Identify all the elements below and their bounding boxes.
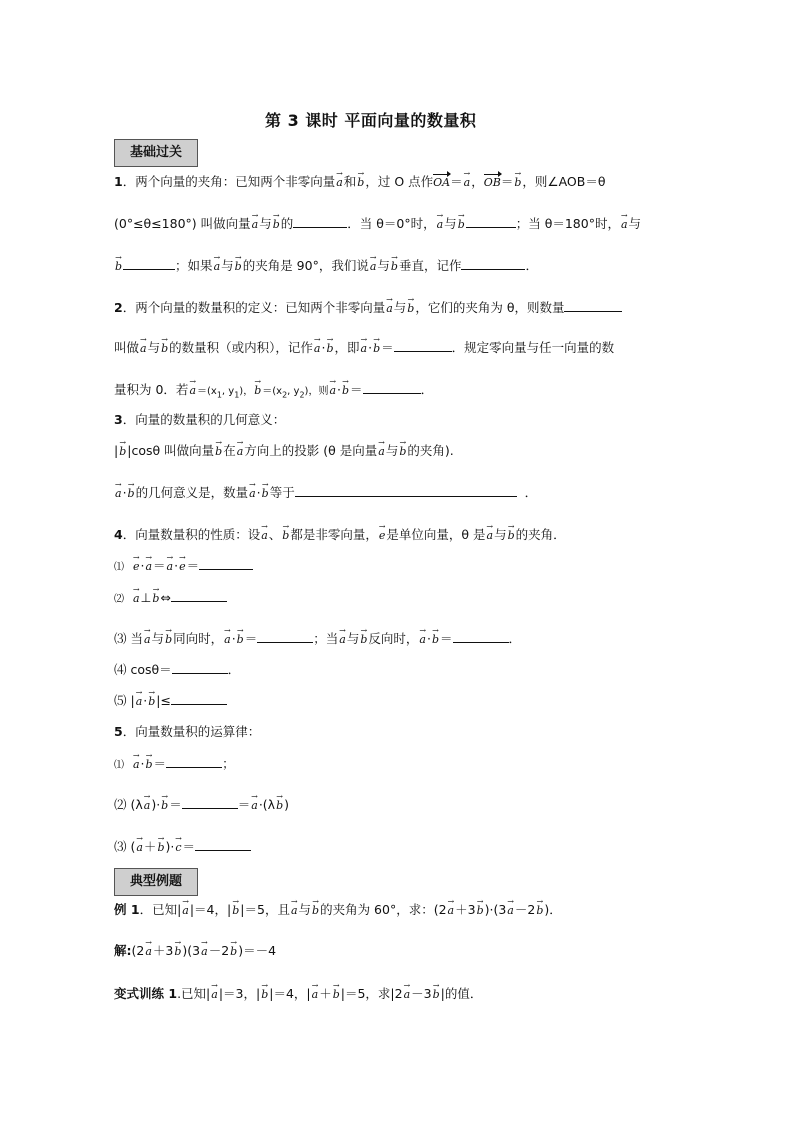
answer-blank[interactable]: [295, 485, 517, 497]
vector-a: → a: [132, 591, 141, 607]
q3-line3: [114, 485, 537, 502]
q3-text: |cosθ 叫做向量: [127, 443, 215, 458]
vector-a: → a: [436, 217, 445, 233]
example-text: |＝5，且: [240, 902, 290, 917]
q1-text: 的: [280, 216, 294, 231]
q4-text: ．: [227, 662, 241, 677]
q1-text: ，过 O 点作: [365, 174, 434, 189]
example-text: 与: [298, 902, 312, 917]
vector-a: → a: [248, 486, 257, 502]
variant-text: .已知|: [177, 986, 211, 1001]
q1-text: ．当 θ＝0°时，: [347, 216, 436, 231]
q2-text: , y: [221, 386, 235, 397]
q1-text: ．: [525, 258, 538, 273]
vector-a: → a: [143, 798, 152, 814]
vector-b: → b: [147, 694, 156, 710]
solution-text: )＝－4: [238, 943, 277, 958]
variant-text: |＝4，|: [269, 986, 311, 1001]
q5-text: )·: [151, 797, 161, 812]
vector-b: → b: [432, 987, 441, 1003]
example-text: －2: [514, 902, 536, 917]
vector-b: → b: [398, 444, 407, 460]
q4-text: 与: [494, 527, 507, 542]
vector-a: → a: [506, 903, 515, 919]
dot-operator: ·: [321, 340, 326, 355]
q3-text: 的夹角).: [407, 443, 454, 458]
variant-label: 变式训练 1: [114, 986, 178, 1001]
vector-a: → a: [447, 903, 456, 919]
vector-b: → b: [507, 528, 516, 544]
dot-operator: ·: [337, 382, 341, 397]
q2-text: ．: [420, 382, 434, 397]
q3-text: 与: [385, 443, 399, 458]
vector-b: → b: [390, 259, 399, 275]
item-marker: ⑴: [114, 562, 124, 573]
vector-a: → a: [114, 486, 123, 502]
dot-operator: ·: [140, 558, 145, 573]
q4-text: ＝: [153, 558, 166, 573]
vector-a: → a: [213, 259, 222, 275]
q2-text: 与: [393, 300, 407, 315]
solution-label: 解:: [114, 943, 132, 958]
vector-b: → b: [118, 444, 127, 460]
answer-blank[interactable]: [182, 797, 238, 809]
solution-text: ＋3: [152, 943, 174, 958]
q3-line2: [114, 443, 454, 460]
q5-text: ＝: [237, 797, 251, 812]
q2-line1: [114, 300, 622, 317]
vector-e: → e: [178, 559, 187, 575]
vector-b: → b: [160, 798, 169, 814]
answer-blank[interactable]: [171, 590, 227, 602]
vector-a: → a: [251, 217, 260, 233]
subscript: 1: [216, 390, 222, 400]
dot-operator: ·: [368, 340, 373, 355]
q1-line2: [114, 216, 641, 233]
vector-a: → a: [403, 987, 412, 1003]
vector-a: → a: [132, 757, 141, 773]
vector-a: → a: [338, 632, 347, 648]
q1-text: 垂直，记作: [398, 258, 462, 273]
q4-item3: [114, 631, 521, 648]
answer-blank[interactable]: [171, 693, 227, 705]
vector-a: → a: [385, 301, 394, 317]
q5-item1: [114, 756, 235, 774]
q4-text: 是单位向量，θ 是: [386, 527, 486, 542]
q1-text: ＝: [500, 174, 514, 189]
example-text: ．已知|: [139, 902, 182, 917]
vector-b: → b: [236, 632, 245, 648]
vector-e: → e: [378, 528, 387, 544]
example-text: ＋3: [455, 902, 476, 917]
q5-line1: [114, 724, 260, 740]
q5-text: ＝: [153, 756, 167, 771]
vector-b: → b: [231, 903, 240, 919]
vector-b: → b: [261, 486, 270, 502]
answer-blank[interactable]: [564, 300, 622, 312]
vector-b: → b: [325, 341, 334, 357]
vector-ob: OB: [483, 176, 501, 189]
q2-text: , y: [287, 386, 300, 397]
q2-text: ＝: [381, 340, 394, 355]
vector-b: → b: [476, 903, 485, 919]
q4-text: 反向时，: [368, 631, 419, 646]
q1-text: ＝: [450, 174, 463, 189]
dot-operator: ·: [256, 485, 261, 500]
vector-a: → a: [328, 383, 337, 399]
example-text: )·(3: [484, 902, 507, 917]
vector-a: → a: [135, 694, 144, 710]
q2-text: ．规定零向量与任一向量的数: [451, 340, 615, 355]
iff-symbol: ⇔: [160, 590, 171, 605]
q2-line2: [114, 340, 614, 357]
answer-blank[interactable]: [199, 558, 253, 570]
q5-text: ⑶ (: [114, 839, 136, 854]
example-label: 例 1: [114, 902, 140, 917]
vector-a: → a: [486, 528, 495, 544]
example-text: )．: [544, 902, 562, 917]
variant-text: ＋: [319, 986, 332, 1001]
q1-number: 1: [114, 174, 123, 189]
vector-c: → c: [174, 840, 182, 856]
q2-text: ＝(x: [262, 386, 283, 397]
vector-a: → a: [166, 559, 175, 575]
item-marker: ⑴: [114, 760, 124, 771]
vector-b: → b: [145, 757, 154, 773]
vector-b: → b: [253, 383, 262, 399]
q1-text: 与: [221, 258, 234, 273]
vector-oa: OA: [433, 176, 451, 189]
answer-blank[interactable]: [293, 216, 347, 228]
vector-a: → a: [144, 559, 153, 575]
q3-number: 3: [114, 412, 123, 427]
dot-operator: ·: [122, 485, 127, 500]
vector-b: → b: [372, 341, 381, 357]
q2-text: 的数量积（或内积），记作: [169, 340, 313, 355]
q4-text: ；当: [313, 631, 339, 646]
q1-text: 与: [259, 216, 272, 231]
q3-text: 方向上的投影 (θ 是向量: [244, 443, 378, 458]
vector-b: → b: [311, 903, 320, 919]
vector-b: → b: [359, 632, 368, 648]
q2-line3: [114, 382, 433, 404]
q2-text: )，: [239, 386, 254, 397]
vector-a: → a: [135, 840, 144, 856]
answer-blank[interactable]: [172, 662, 228, 674]
page-title: 第 3 课时 平面向量的数量积: [265, 111, 477, 130]
vector-a: → a: [223, 632, 232, 648]
q4-text: ⑸ |: [114, 693, 135, 708]
vector-b: → b: [341, 383, 350, 399]
vector-a: → a: [620, 217, 629, 233]
vector-b: → b: [156, 840, 165, 856]
q4-text: 的夹角．: [515, 527, 566, 542]
vector-a: → a: [463, 175, 472, 191]
q3-text: 的几何意义是，数量: [135, 485, 249, 500]
vector-a: → a: [290, 903, 299, 919]
vector-b: → b: [272, 217, 281, 233]
solution-text: (2: [131, 943, 145, 958]
solution-text: )(3: [182, 943, 201, 958]
q2-number: 2: [114, 300, 123, 315]
q3-text: ．向量的数量积的几何意义：: [122, 412, 286, 427]
q4-number: 4: [114, 527, 123, 542]
vector-b: → b: [275, 798, 284, 814]
vector-a: → a: [369, 259, 378, 275]
vector-a: → a: [335, 175, 344, 191]
answer-blank[interactable]: [394, 340, 452, 352]
vector-a: → a: [181, 903, 190, 919]
vector-a: → a: [360, 341, 369, 357]
q4-text: 与: [151, 631, 165, 646]
vector-b: → b: [356, 175, 365, 191]
section-badge-basics: 基础过关: [114, 139, 198, 167]
example-text: 的夹角为 60°，求：(2: [320, 902, 447, 917]
q5-text: ＋: [143, 839, 157, 854]
q3-text: |: [114, 443, 119, 458]
q5-text: ): [284, 797, 289, 812]
q4-text: |≤: [156, 693, 171, 708]
vector-b: → b: [173, 944, 182, 960]
q4-text: ．: [508, 631, 522, 646]
q4-text: 同向时，: [173, 631, 224, 646]
q1-text: 的夹角是 90°，我们说: [242, 258, 369, 273]
q1-text: 与: [377, 258, 390, 273]
q2-text: 量积为 0．若: [114, 382, 189, 397]
q5-item2: [114, 797, 289, 814]
q4-text: ＝: [439, 631, 453, 646]
vector-b: → b: [234, 259, 243, 275]
vector-a: → a: [210, 987, 219, 1003]
subscript: 2: [282, 390, 288, 400]
q3-text: 等于: [269, 485, 295, 500]
q5-text: ．向量数量积的运算律：: [122, 724, 261, 739]
dot-operator: ·: [231, 631, 236, 646]
q1-text: ；如果: [175, 258, 213, 273]
vector-b: → b: [281, 528, 290, 544]
vector-b: → b: [535, 903, 544, 919]
answer-blank[interactable]: [257, 631, 313, 643]
q2-text: )，则: [304, 386, 329, 397]
q4-item4: [114, 662, 240, 678]
vector-b: → b: [431, 632, 440, 648]
solution: [114, 943, 276, 960]
vector-a: → a: [188, 383, 197, 399]
q2-text: 叫做: [114, 340, 140, 355]
variant-text: |＝5，求|2: [340, 986, 403, 1001]
q1-text: ；当 θ＝180°时，: [515, 216, 620, 231]
answer-blank[interactable]: [453, 631, 509, 643]
vector-b: → b: [151, 591, 160, 607]
q5-item3: [114, 839, 251, 856]
q4-text: ＝: [186, 558, 200, 573]
q4-item2: [114, 590, 227, 608]
vector-a: → a: [143, 632, 152, 648]
item-marker: ⑵: [114, 594, 124, 605]
vector-b: → b: [260, 987, 269, 1003]
q5-text: ·(λ: [258, 797, 276, 812]
q5-text: ＝: [169, 797, 182, 812]
q4-text: ．向量数量积的性质：设: [122, 527, 261, 542]
section-badge-examples: 典型例题: [114, 868, 198, 896]
q2-text: ，即: [334, 340, 360, 355]
q5-text: ＝: [182, 839, 196, 854]
example-1: [114, 902, 562, 919]
q4-text: ＝: [244, 631, 258, 646]
dot-operator: ·: [143, 693, 148, 708]
q3-line1: [114, 412, 285, 428]
q2-text: ，它们的夹角为 θ，则数量: [415, 300, 565, 315]
q5-text: ；: [222, 756, 235, 771]
answer-blank[interactable]: [195, 839, 251, 851]
q3-text: 在: [223, 443, 236, 458]
perpendicular-symbol: ⊥: [140, 590, 152, 605]
vector-b: → b: [114, 259, 123, 275]
vector-a: → a: [377, 444, 386, 460]
q1-line3: [114, 258, 538, 275]
vector-e: → e: [132, 559, 141, 575]
solution-text: －2: [208, 943, 230, 958]
q2-text: ．两个向量的数量积的定义：已知两个非零向量: [122, 300, 386, 315]
dot-operator: ·: [140, 756, 145, 771]
q1-text: ，则∠AOB＝θ: [522, 174, 606, 189]
q1-text: 与: [444, 216, 457, 231]
q5-number: 5: [114, 724, 123, 739]
q2-text: ＝(x: [197, 386, 217, 397]
subscript: 1: [234, 390, 240, 400]
answer-blank[interactable]: [466, 216, 516, 228]
subscript: 2: [299, 390, 305, 400]
variant-text: |的值．: [440, 986, 483, 1001]
vector-a: → a: [236, 444, 245, 460]
vector-a: → a: [313, 341, 322, 357]
vector-a: → a: [418, 632, 427, 648]
answer-blank[interactable]: [461, 258, 525, 270]
q4-text: 都是非零向量，: [290, 527, 378, 542]
q2-text: 与: [147, 340, 161, 355]
vector-b: → b: [160, 341, 169, 357]
vector-b: → b: [406, 301, 415, 317]
vector-b: → b: [332, 987, 341, 1003]
q4-item5: [114, 693, 227, 710]
q4-text: ⑷ cosθ＝: [114, 662, 172, 677]
vector-a: → a: [144, 944, 153, 960]
vector-a: → a: [260, 528, 269, 544]
answer-blank[interactable]: [123, 258, 175, 270]
variant-text: |＝3，|: [218, 986, 261, 1001]
q2-text: ＝: [350, 382, 363, 397]
example-text: |＝4，|: [189, 902, 232, 917]
q4-line1: [114, 527, 566, 544]
q4-text: 与: [346, 631, 360, 646]
q5-text: )·: [165, 839, 175, 854]
vector-a: → a: [200, 944, 209, 960]
q4-text: 、: [268, 527, 282, 542]
vector-b: → b: [127, 486, 136, 502]
answer-blank[interactable]: [363, 382, 421, 394]
q1-text: ．两个向量的夹角：已知两个非零向量: [122, 174, 336, 189]
variant-text: －3: [411, 986, 432, 1001]
vector-b: → b: [164, 632, 173, 648]
vector-b: → b: [513, 175, 522, 191]
vector-b: → b: [229, 944, 238, 960]
dot-operator: ·: [426, 631, 431, 646]
q3-text: ．: [524, 485, 538, 500]
vector-a: → a: [250, 798, 259, 814]
q5-text: ⑵ (λ: [114, 797, 143, 812]
answer-blank[interactable]: [166, 756, 222, 768]
variant-training-1: [114, 986, 482, 1003]
q1-text: 和: [343, 174, 357, 189]
vector-b: → b: [457, 217, 466, 233]
q4-item1: [114, 558, 253, 576]
q1-line1: 1．两个向量的夹角：已知两个非零向量→ a和→ b，过 O 点作OA＝→ a，OB＝→ b，则∠AOB＝θ: [114, 174, 605, 191]
vector-a: → a: [311, 987, 320, 1003]
q1-text: 与: [628, 216, 642, 231]
vector-b: → b: [214, 444, 223, 460]
q1-text: (0°≤θ≤180°) 叫做向量: [114, 216, 251, 231]
dot-operator: ·: [174, 558, 179, 573]
q4-text: ⑶ 当: [114, 631, 143, 646]
vector-a: → a: [139, 341, 148, 357]
